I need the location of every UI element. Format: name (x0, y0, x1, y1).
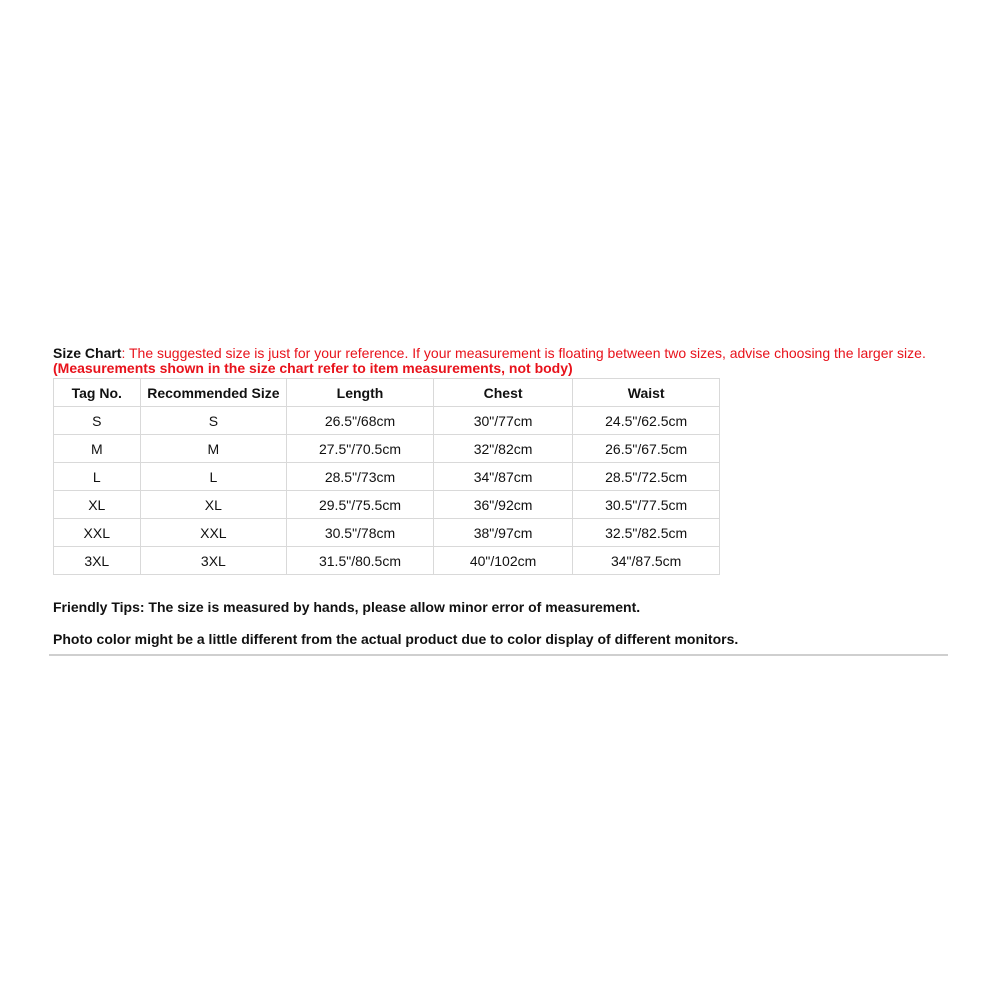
cell-length: 31.5"/80.5cm (287, 547, 434, 575)
cell-waist: 32.5"/82.5cm (573, 519, 720, 547)
table-row (54, 435, 720, 463)
cell-chest: 40"/102cm (433, 547, 573, 575)
cell-length: 26.5"/68cm (287, 407, 434, 435)
header-tag-no: Tag No. (54, 379, 141, 407)
table-row (54, 491, 720, 519)
cell-tag-no: M (54, 435, 141, 463)
cell-recommended-size: XL (140, 491, 287, 519)
cell-chest: 34"/87cm (433, 463, 573, 491)
table-row (54, 407, 720, 435)
cell-length: 27.5"/70.5cm (287, 435, 434, 463)
cell-chest: 32"/82cm (433, 435, 573, 463)
cell-length: 28.5"/73cm (287, 463, 434, 491)
table-row (54, 463, 720, 491)
cell-recommended-size: L (140, 463, 287, 491)
photo-color-note: Photo color might be a little different from the actual product due to color display of different monitors. (53, 631, 739, 647)
cell-tag-no: XXL (54, 519, 141, 547)
size-table (53, 378, 720, 575)
size-chart-emphasis: (Measurements shown in the size chart refer to item measurements, not body) (53, 360, 573, 376)
cell-recommended-size: M (140, 435, 287, 463)
cell-chest: 36"/92cm (433, 491, 573, 519)
cell-tag-no: 3XL (54, 547, 141, 575)
table-row (54, 519, 720, 547)
cell-chest: 30"/77cm (433, 407, 573, 435)
cell-recommended-size: 3XL (140, 547, 287, 575)
header-length: Length (287, 379, 434, 407)
cell-waist: 34"/87.5cm (573, 547, 720, 575)
cell-waist: 28.5"/72.5cm (573, 463, 720, 491)
cell-length: 30.5"/78cm (287, 519, 434, 547)
header-chest: Chest (433, 379, 573, 407)
cell-waist: 24.5"/62.5cm (573, 407, 720, 435)
size-chart-label-colon: : (121, 345, 126, 361)
size-chart-note: The suggested size is just for your reference. If your measurement is floating between two sizes, advise choosing the larger size. (125, 345, 926, 361)
size-chart-intro (53, 346, 948, 376)
divider (49, 654, 948, 656)
cell-waist: 30.5"/77.5cm (573, 491, 720, 519)
header-recommended-size: Recommended Size (140, 379, 287, 407)
table-header-row (54, 379, 720, 407)
cell-waist: 26.5"/67.5cm (573, 435, 720, 463)
cell-chest: 38"/97cm (433, 519, 573, 547)
cell-tag-no: XL (54, 491, 141, 519)
cell-tag-no: L (54, 463, 141, 491)
cell-recommended-size: XXL (140, 519, 287, 547)
cell-length: 29.5"/75.5cm (287, 491, 434, 519)
size-chart-label: Size Chart (53, 345, 122, 361)
header-waist: Waist (573, 379, 720, 407)
cell-tag-no: S (54, 407, 141, 435)
table-row (54, 547, 720, 575)
size-chart-section (53, 346, 948, 647)
cell-recommended-size: S (140, 407, 287, 435)
friendly-tips: Friendly Tips: The size is measured by hands, please allow minor error of measurement. (53, 599, 641, 615)
